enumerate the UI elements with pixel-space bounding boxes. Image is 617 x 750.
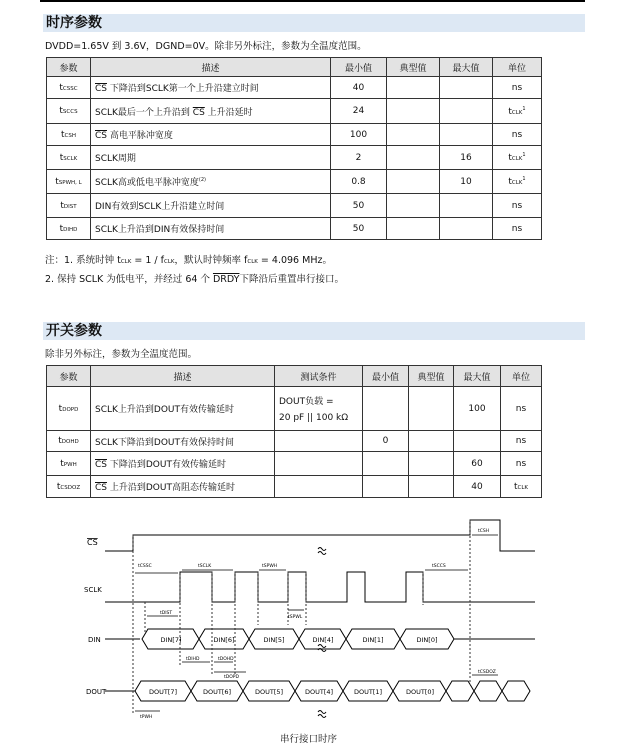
- table-row: [47, 476, 542, 498]
- switching-table: [46, 365, 542, 498]
- param-description: [91, 431, 275, 452]
- description-text: 上升沿延时: [204, 107, 253, 118]
- min-value: 50: [331, 194, 387, 218]
- param-description: [91, 146, 331, 170]
- param-symbol: [47, 170, 91, 194]
- tdist-label: tDIST: [160, 611, 173, 616]
- header-cell: 参数: [47, 366, 91, 387]
- dout-label: DOUT: [86, 688, 107, 696]
- dout-hiz: [474, 681, 502, 701]
- param-description: [91, 387, 275, 431]
- symbol-sub: DOPD: [62, 406, 79, 413]
- symbol-t: t: [60, 200, 64, 211]
- cs-overline: $\overline{CS}$: [95, 483, 107, 493]
- din-cell-label: DIN[5]: [263, 636, 285, 644]
- condition-line: DOUT负载 =: [279, 397, 334, 407]
- unit-text: t: [508, 177, 512, 187]
- tdopd-label: tDOPD: [224, 675, 239, 680]
- tsccs-label: tSCCS: [432, 564, 446, 569]
- max-value: [440, 99, 493, 124]
- header-cell: 参数: [47, 58, 91, 77]
- symbol-sub: CSDOZ: [60, 484, 81, 491]
- note-text: ，默认时钟频率 f: [174, 255, 248, 266]
- tcsdoz-label: tCSDOZ: [478, 670, 496, 675]
- test-condition: [275, 476, 363, 498]
- cs-overline: $\overline{CS}$: [95, 84, 107, 94]
- table-row: [47, 99, 542, 124]
- cs-overline: $\overline{CS}$: [95, 131, 107, 141]
- header-cell: 描述: [91, 58, 331, 77]
- table-row: [47, 124, 542, 146]
- symbol-sub: DOHD: [61, 439, 79, 445]
- unit-cell: [493, 99, 542, 124]
- symbol-sub: DIST: [63, 203, 77, 210]
- param-symbol: [47, 218, 91, 240]
- dout-cell-label: DOUT[7]: [148, 688, 178, 696]
- typ-value: [409, 431, 454, 452]
- note-sub: CLK: [120, 259, 132, 265]
- param-symbol: [47, 77, 91, 99]
- param-symbol: [47, 146, 91, 170]
- table-row: [47, 452, 542, 476]
- cs-overline: $\overline{CS}$: [95, 460, 107, 470]
- description-text: SCLK最后一个上升沿到: [95, 107, 193, 118]
- unit-sub: CLK: [511, 156, 523, 162]
- unit-note: 1: [522, 152, 526, 158]
- top-rule: [40, 0, 585, 2]
- min-value: 40: [331, 77, 387, 99]
- header-cell: 最小值: [331, 58, 387, 77]
- max-value: 10: [440, 170, 493, 194]
- min-value: 2: [331, 146, 387, 170]
- unit-sub: CLK: [511, 109, 523, 116]
- param-description: [91, 218, 331, 240]
- max-value: 40: [454, 476, 501, 498]
- dout-cell-label: DOUT[0]: [405, 688, 435, 696]
- timing-table: [46, 57, 542, 240]
- max-value: [440, 194, 493, 218]
- test-condition: [275, 431, 363, 452]
- param-symbol: [47, 99, 91, 124]
- tspwh-label: tSPWH: [262, 564, 278, 569]
- symbol-t: t: [56, 481, 61, 492]
- description-text: SCLK上升沿到DIN有效保持时间: [95, 225, 225, 235]
- tdohd-label: tDOHD: [218, 657, 234, 662]
- typ-value: [387, 194, 440, 218]
- dout-cell-label: DOUT[1]: [353, 688, 383, 696]
- note-text: 下降沿后重置串行接口。: [239, 274, 344, 285]
- unit-cell: [493, 77, 542, 99]
- typ-value: [387, 99, 440, 124]
- header-cell: 最小值: [363, 366, 409, 387]
- symbol-t: t: [59, 82, 63, 93]
- param-description: [91, 77, 331, 99]
- unit-cell: [493, 194, 542, 218]
- min-value: 0.8: [331, 170, 387, 194]
- param-symbol: [47, 476, 91, 498]
- unit-cell: [501, 476, 542, 498]
- dout-cell-label: DOUT[5]: [254, 688, 284, 696]
- condition-line: 20 pF || 100 kΩ: [279, 413, 349, 423]
- symbol-t: t: [59, 223, 64, 234]
- table-row: [47, 146, 542, 170]
- timing-section-title: 时序参数: [43, 14, 585, 32]
- description-text: 高电平脉冲宽度: [107, 131, 173, 141]
- description-note: (2): [198, 177, 207, 183]
- symbol-t: t: [60, 458, 64, 469]
- min-value: 0: [363, 431, 409, 452]
- symbol-t: t: [61, 129, 65, 140]
- param-description: [91, 476, 275, 498]
- unit-text: ns: [515, 403, 527, 414]
- test-condition: [275, 387, 363, 431]
- typ-value: [409, 452, 454, 476]
- unit-cell: [501, 431, 542, 452]
- tspwl-label: tSPWL: [288, 615, 303, 620]
- din-cell-label: DIN[0]: [416, 636, 438, 644]
- note-sub: CLK: [164, 259, 175, 265]
- symbol-sub: SCCS: [62, 109, 78, 115]
- table-row: [47, 170, 542, 194]
- switching-conditions: 除非另外标注，参数为全温度范围。: [45, 349, 198, 360]
- tpwh-label: tPWH: [140, 715, 153, 720]
- unit-text: t: [508, 106, 512, 117]
- symbol-t: t: [59, 106, 63, 116]
- typ-value: [387, 77, 440, 99]
- typ-value: [387, 124, 440, 146]
- table-row: [47, 218, 542, 240]
- switching-header-row: [47, 366, 542, 387]
- min-value: [363, 387, 409, 431]
- unit-text: ns: [511, 82, 523, 93]
- symbol-sub: SCLK: [63, 155, 78, 162]
- unit-cell: [501, 452, 542, 476]
- param-description: [91, 194, 331, 218]
- min-value: [363, 476, 409, 498]
- param-description: [91, 99, 331, 124]
- typ-value: [387, 146, 440, 170]
- unit-text: t: [508, 153, 512, 163]
- note-text: = 1 / f: [131, 255, 164, 266]
- param-description: [91, 170, 331, 194]
- note-text: 注：1. 系统时钟 t: [45, 255, 121, 266]
- unit-text: ns: [511, 200, 523, 211]
- header-cell: 测试条件: [275, 366, 363, 387]
- symbol-t: t: [55, 176, 59, 187]
- tcssc-label: tCSSC: [138, 564, 152, 569]
- max-value: [454, 431, 501, 452]
- header-cell: 典型值: [409, 366, 454, 387]
- sclk-label: SCLK: [84, 586, 102, 594]
- table-row: [47, 194, 542, 218]
- symbol-sub: SPWH, L: [58, 179, 82, 186]
- param-symbol: [47, 124, 91, 146]
- dout-cell-label: DOUT[6]: [202, 688, 232, 696]
- description-text: SCLK下降沿到DOUT有效保持时间: [95, 437, 235, 448]
- param-symbol: [47, 452, 91, 476]
- unit-cell: [493, 124, 542, 146]
- serial-timing-diagram: [0, 515, 617, 727]
- unit-text: ns: [515, 436, 527, 446]
- table-row: [47, 431, 542, 452]
- unit-text: ns: [511, 129, 523, 140]
- typ-value: [387, 218, 440, 240]
- symbol-t: t: [58, 403, 63, 414]
- unit-text: ns: [511, 223, 523, 234]
- description-text: SCLK高或低电平脉冲宽度: [95, 178, 199, 188]
- min-value: 24: [331, 99, 387, 124]
- note-sub: CLK: [247, 259, 258, 265]
- max-value: [440, 218, 493, 240]
- symbol-t: t: [59, 152, 64, 163]
- header-cell: 描述: [91, 366, 275, 387]
- tsclk-label: tSCLK: [198, 564, 212, 569]
- unit-text: t: [513, 481, 518, 492]
- cs-label: CS: [87, 538, 98, 547]
- header-cell: 单位: [493, 58, 542, 77]
- min-value: 100: [331, 124, 387, 146]
- symbol-sub: PWH: [63, 461, 77, 468]
- din-cell-label: DIN[6]: [213, 636, 235, 644]
- header-cell: 单位: [501, 366, 542, 387]
- unit-sub: CLK: [517, 484, 529, 491]
- header-cell: 典型值: [387, 58, 440, 77]
- timing-note-1: [45, 252, 332, 266]
- switching-section-title: 开关参数: [43, 322, 585, 340]
- table-row: [47, 387, 542, 431]
- min-value: 50: [331, 218, 387, 240]
- dout-cell-label: DOUT[4]: [304, 688, 334, 696]
- param-symbol: [47, 387, 91, 431]
- unit-sub: CLK: [511, 180, 523, 186]
- max-value: 60: [454, 452, 501, 476]
- description-text: SCLK周期: [95, 154, 136, 164]
- unit-cell: [493, 146, 542, 170]
- description-text: DIN有效到SCLK上升沿建立时间: [95, 202, 225, 212]
- din-cell-label: DIN[1]: [362, 636, 384, 644]
- typ-value: [409, 387, 454, 431]
- timing-header-row: [47, 58, 542, 77]
- param-description: [91, 452, 275, 476]
- test-condition: [275, 452, 363, 476]
- tdihd-label: tDIHD: [186, 657, 200, 662]
- cs-overline: $\overline{CS}$: [192, 107, 205, 118]
- symbol-t: t: [58, 436, 62, 446]
- unit-cell: [501, 387, 542, 431]
- note-drdy: DRDY: [212, 274, 240, 285]
- timing-conditions: DVDD=1.65V 到 3.6V，DGND=0V。除非另外标注，参数为全温度范围。: [45, 41, 367, 52]
- unit-note: 1: [522, 105, 526, 112]
- din-cell-label: DIN[4]: [312, 636, 334, 644]
- tcsh-label: tCSH: [478, 529, 490, 534]
- symbol-sub: CSH: [64, 132, 76, 139]
- param-symbol: [47, 431, 91, 452]
- description-text: 上升沿到DOUT高阻态传输延时: [107, 483, 235, 493]
- typ-value: [387, 170, 440, 194]
- max-value: 100: [454, 387, 501, 431]
- min-value: [363, 452, 409, 476]
- description-text: SCLK上升沿到DOUT有效传输延时: [95, 405, 235, 415]
- header-cell: 最大值: [454, 366, 501, 387]
- typ-value: [409, 476, 454, 498]
- param-description: [91, 124, 331, 146]
- header-cell: 最大值: [440, 58, 493, 77]
- symbol-sub: DIHD: [63, 226, 78, 233]
- max-value: [440, 124, 493, 146]
- note-text: = 4.096 MHz。: [257, 255, 332, 266]
- max-value: 16: [440, 146, 493, 170]
- unit-cell: [493, 218, 542, 240]
- dout-hiz: [502, 681, 530, 701]
- unit-cell: [493, 170, 542, 194]
- description-text: 下降沿到DOUT有效传输延时: [107, 460, 226, 470]
- table-row: [47, 77, 542, 99]
- timing-note-2: [45, 271, 344, 285]
- symbol-sub: CSSC: [62, 85, 78, 92]
- unit-text: ns: [515, 458, 527, 469]
- param-symbol: [47, 194, 91, 218]
- note-text: 2. 保持 SCLK 为低电平，并经过 64 个: [45, 274, 213, 285]
- description-text: 下降沿到SCLK第一个上升沿建立时间: [107, 84, 259, 94]
- unit-note: 1: [522, 176, 526, 182]
- max-value: [440, 77, 493, 99]
- diagram-caption: 串行接口时序: [279, 734, 337, 745]
- din-label: DIN: [88, 636, 101, 644]
- din-cell-label: DIN[7]: [160, 636, 182, 644]
